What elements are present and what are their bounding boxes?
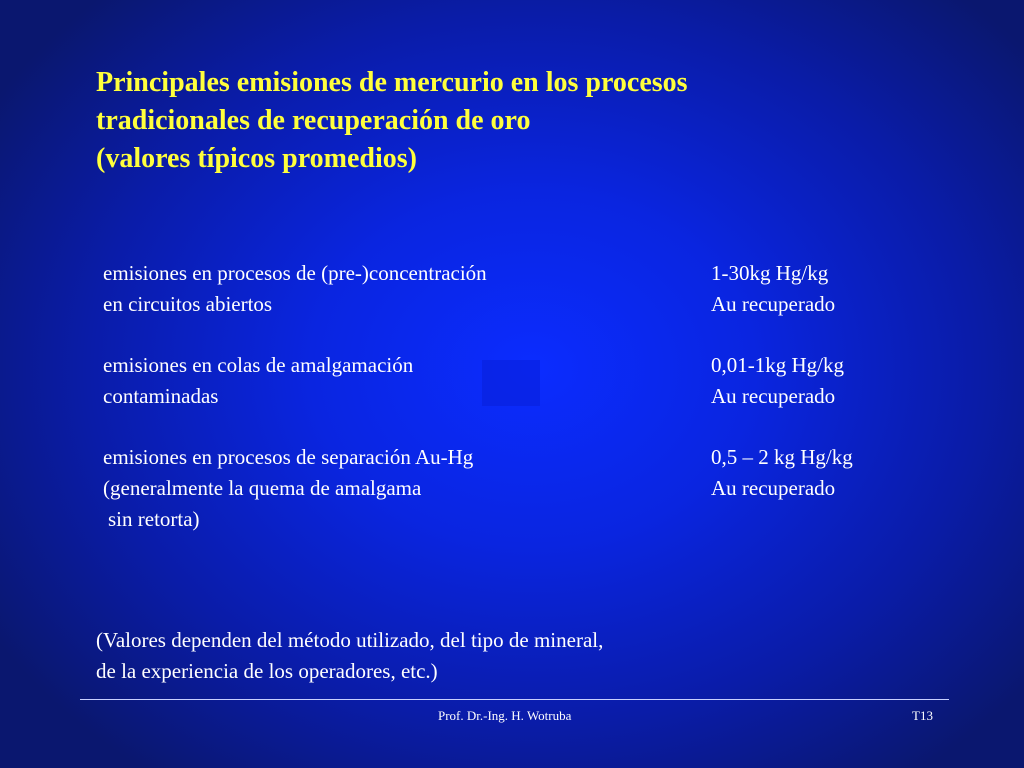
description-line: en circuitos abiertos (103, 292, 273, 316)
description-line: emisiones en colas de amalgamación (103, 353, 414, 377)
description-line: (generalmente la quema de amalgama (103, 476, 422, 500)
emission-description (103, 258, 487, 320)
title-line: tradicionales de recuperación de oro (96, 105, 531, 136)
value-line: Au recuperado (711, 292, 836, 316)
emission-value (711, 350, 844, 412)
description-line: contaminadas (103, 384, 219, 408)
emission-value (711, 258, 835, 320)
emission-description (103, 350, 413, 412)
value-line: 0,01-1kg Hg/kg (711, 353, 844, 377)
background-accent (482, 360, 540, 406)
value-line: Au recuperado (711, 476, 836, 500)
footnote-line: (Valores dependen del método utilizado, del tipo de mineral, (96, 628, 604, 652)
description-line: emisiones en procesos de (pre-)concentración (103, 261, 487, 285)
title-line: (valores típicos promedios) (96, 143, 417, 174)
emission-value (711, 442, 853, 504)
slide-title (96, 64, 956, 178)
footnote (96, 625, 603, 687)
description-line: emisiones en procesos de separación Au-Hg (103, 445, 474, 469)
emission-description (103, 442, 473, 535)
value-line: Au recuperado (711, 384, 836, 408)
footer-author: Prof. Dr.-Ing. H. Wotruba (438, 708, 572, 723)
title-line: Principales emisiones de mercurio en los procesos (96, 67, 688, 98)
slide-number: T13 (912, 708, 933, 723)
value-line: 1-30kg Hg/kg (711, 261, 829, 285)
value-line: 0,5 – 2 kg Hg/kg (711, 445, 853, 469)
footnote-line: de la experiencia de los operadores, etc.) (96, 659, 438, 683)
description-line: sin retorta) (108, 507, 200, 531)
footer-divider (80, 699, 949, 700)
